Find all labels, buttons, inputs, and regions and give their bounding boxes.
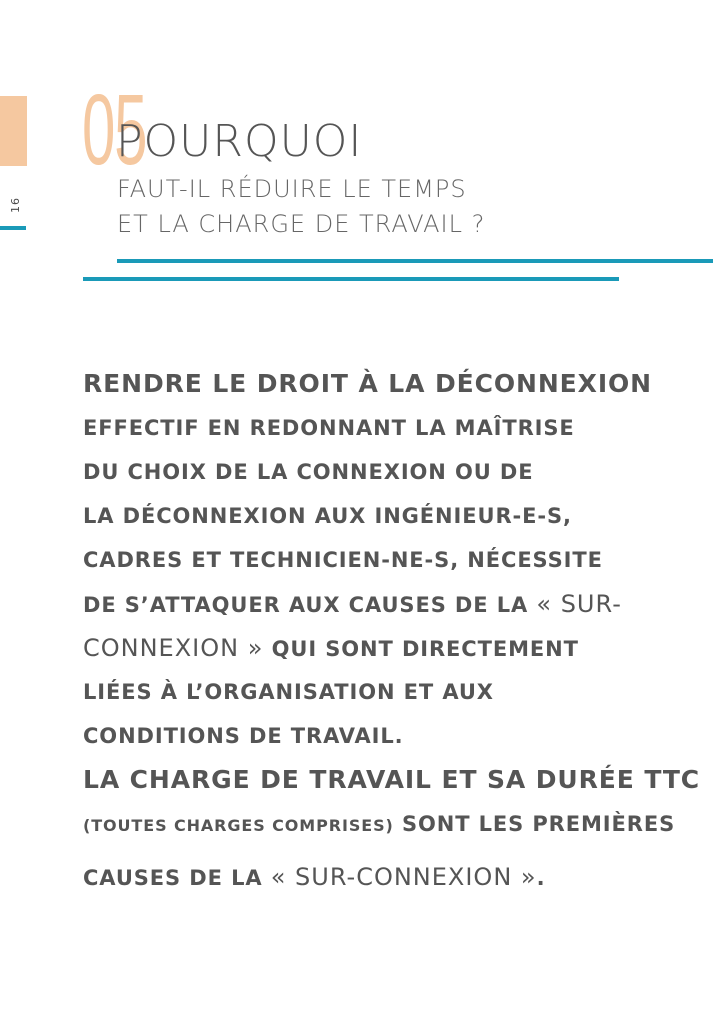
divider-rule-top: [117, 259, 713, 263]
body-text-run: DE S’ATTAQUER AUX CAUSES DE LA: [83, 593, 529, 617]
body-line: [83, 626, 703, 670]
subtitle-line-2: ET LA CHARGE DE TRAVAIL ?: [117, 210, 486, 238]
body-text-run: SONT LES PREMIÈRES: [401, 812, 676, 836]
body-text-run: QUI SONT DIRECTEMENT: [271, 637, 579, 661]
quote-text: « SUR-: [536, 590, 622, 618]
body-line: DU CHOIX DE LA CONNEXION OU DE: [83, 460, 534, 484]
body-line: EFFECTIF EN REDONNANT LA MAÎTRISE: [83, 416, 575, 440]
body-line: [83, 846, 703, 908]
body-text-run: CAUSES DE LA: [83, 866, 263, 890]
body-line: [83, 582, 703, 626]
body-line: LA CHARGE DE TRAVAIL ET SA DURÉE TTC: [83, 765, 701, 794]
divider-rule-bottom: [83, 277, 619, 281]
body-paragraph: [83, 362, 703, 908]
subtitle-line-1: FAUT-IL RÉDUIRE LE TEMPS: [117, 175, 467, 203]
body-line: CADRES ET TECHNICIEN-NE-S, NÉCESSITE: [83, 548, 603, 572]
page-title: POURQUOI: [116, 116, 363, 167]
body-line: LIÉES À L’ORGANISATION ET AUX: [83, 680, 494, 704]
chapter-number: 05: [82, 74, 147, 186]
page-number: 16: [8, 197, 22, 213]
parenthetical-text: (TOUTES CHARGES COMPRISES): [83, 816, 394, 835]
body-line: CONDITIONS DE TRAVAIL.: [83, 724, 404, 748]
body-line: LA DÉCONNEXION AUX INGÉNIEUR-E-S,: [83, 504, 572, 528]
quote-text: CONNEXION »: [83, 634, 264, 662]
page-number-tick: [0, 226, 26, 230]
quote-text: « SUR-CONNEXION »: [270, 863, 537, 891]
body-line: RENDRE LE DROIT À LA DÉCONNEXION: [83, 369, 652, 398]
body-text-run: .: [536, 866, 546, 890]
page-subtitle: [117, 172, 485, 242]
orange-tab-marker: [0, 96, 27, 166]
body-line: [83, 802, 703, 846]
